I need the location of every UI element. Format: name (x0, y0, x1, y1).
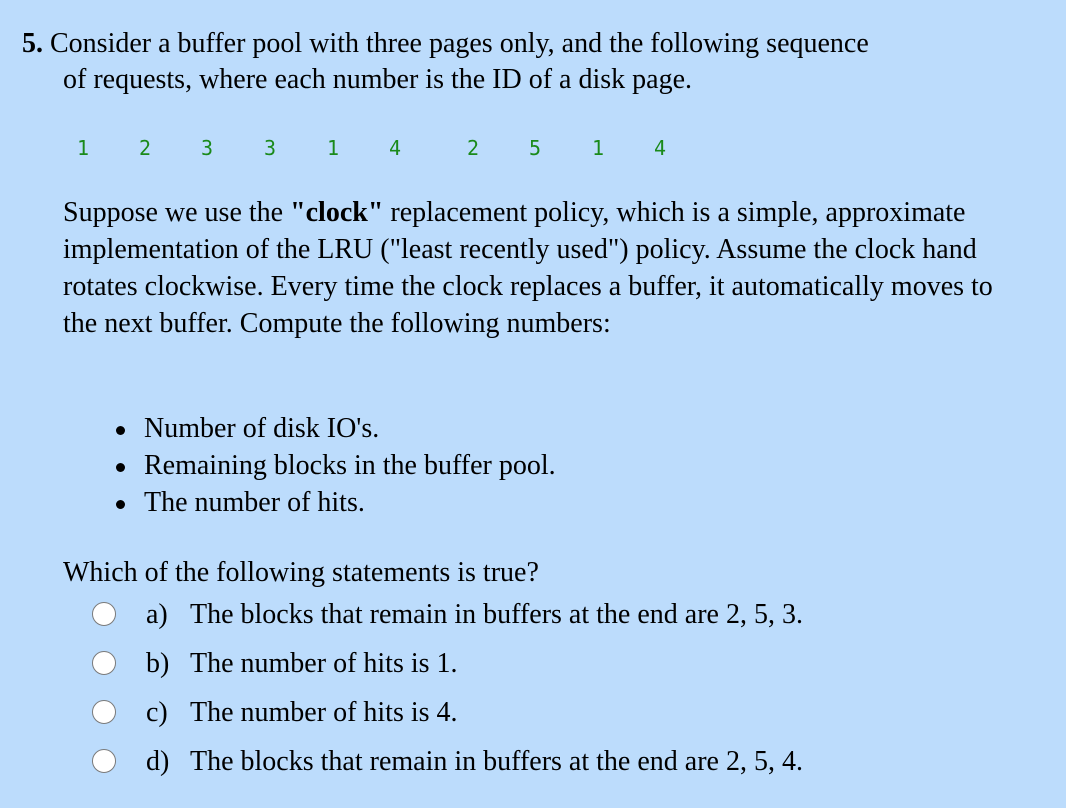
question-intro-line1 (22, 26, 1022, 62)
list-item: Number of disk IO's. (110, 410, 556, 447)
option-letter: a) (146, 599, 168, 630)
question-intro-text: Consider a buffer pool with three pages only, and the following sequence (50, 28, 869, 59)
sequence-item: 4 (654, 136, 667, 160)
sequence-item: 1 (327, 136, 340, 160)
option-a[interactable] (92, 596, 803, 645)
policy-description (63, 194, 1023, 342)
option-c[interactable] (92, 694, 803, 743)
list-item: The number of hits. (110, 484, 556, 521)
option-b[interactable] (92, 645, 803, 694)
option-letter: b) (146, 648, 170, 679)
option-c-radio[interactable] (92, 700, 116, 724)
sequence-item: 5 (529, 136, 542, 160)
option-d-radio[interactable] (92, 749, 116, 773)
option-text: The number of hits is 4. (190, 697, 458, 728)
option-a-radio[interactable] (92, 602, 116, 626)
sequence-item: 3 (201, 136, 214, 160)
policy-text-post: replacement policy, which is a simple, approximate implementation of the LRU ("least recently used") policy. Assume the clock hand rotates clockwise. Every time the clock replaces a buffer, it automatically moves to the next buffer. Compute the following numbers: (63, 197, 993, 339)
question-header (22, 26, 1022, 98)
question-number: 5. (22, 28, 43, 59)
compute-list (110, 410, 556, 521)
option-b-radio[interactable] (92, 651, 116, 675)
list-item: Remaining blocks in the buffer pool. (110, 447, 556, 484)
question-intro-line2: of requests, where each number is the ID of a disk page. (63, 64, 693, 95)
answer-options (92, 596, 803, 792)
sequence-item: 4 (389, 136, 402, 160)
option-letter: c) (146, 697, 168, 728)
option-text: The blocks that remain in buffers at the end are 2, 5, 4. (190, 746, 803, 777)
option-text: The blocks that remain in buffers at the end are 2, 5, 3. (190, 599, 803, 630)
option-letter: d) (146, 746, 170, 777)
option-text: The number of hits is 1. (190, 648, 458, 679)
question-prompt: Which of the following statements is true? (63, 557, 539, 588)
sequence-item: 1 (77, 136, 90, 160)
sequence-item: 2 (467, 136, 480, 160)
sequence-item: 2 (139, 136, 152, 160)
policy-name: "clock" (290, 197, 384, 228)
policy-text-pre: Suppose we use the (63, 197, 291, 228)
sequence-item: 1 (592, 136, 605, 160)
sequence-item: 3 (264, 136, 277, 160)
option-d[interactable] (92, 743, 803, 792)
